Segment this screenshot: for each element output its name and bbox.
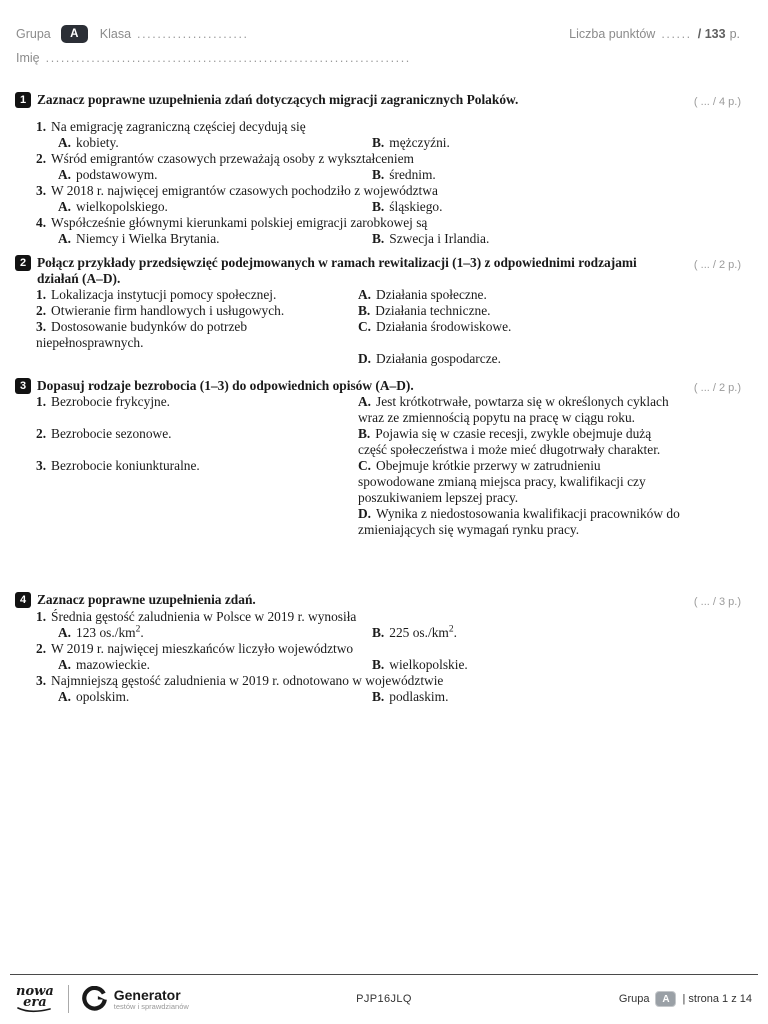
- q3-row-1: [36, 394, 741, 426]
- q4-options-3: [58, 689, 741, 705]
- points-label: Liczba punktów: [569, 26, 656, 41]
- points-suffix: p.: [729, 26, 740, 41]
- question-1-number-badge: 1: [15, 92, 31, 108]
- test-code: PJP16JLQ: [356, 993, 412, 1005]
- q4-2-option-a: A. mazowieckie.: [58, 657, 151, 672]
- q1-statement-4: 4. Współcześnie głównymi kierunkami polskiej emigracji zarobkowej są: [36, 215, 428, 230]
- grupa-badge: A: [61, 25, 88, 43]
- points-header: [569, 27, 740, 41]
- q1-4-option-a: A. Niemcy i Wielka Brytania.: [58, 231, 220, 246]
- q1-2-option-a: A. podstawowym.: [58, 167, 158, 182]
- question-2-points: ( ... / 2 p.): [693, 259, 741, 271]
- imie-fill-in-line: ........................................................................: [45, 50, 411, 65]
- q4-2-option-b: B. wielkopolskie.: [372, 657, 468, 672]
- question-3-title: Dopasuj rodzaje bezrobocia (1–3) do odpowiednich opisów (A–D).: [37, 378, 414, 393]
- q4-options-1: [58, 625, 741, 641]
- question-4: [15, 592, 741, 705]
- q4-statement-3: 3. Najmniejszą gęstość zaludnienia w 2019 r. odnotowano w województwie: [36, 673, 444, 688]
- q4-3-option-a: A. opolskim.: [58, 689, 130, 704]
- q3-desc-d: D. Wynika z niedostosowania kwalifikacji pracowników do zmieniających się wymagań rynku pracy.: [358, 506, 680, 537]
- q1-1-option-b: B. mężczyźni.: [372, 135, 450, 150]
- q1-statement-3: 3. W 2018 r. najwięcej emigrantów czasowych pochodziło z województwa: [36, 183, 438, 198]
- q3-term-2: 2. Bezrobocie sezonowe.: [36, 426, 172, 441]
- q3-desc-a: A. Jest krótkotrwałe, powtarza się w określonych cyklach wraz ze zmiennością popytu na pracę w ciągu roku.: [358, 394, 669, 425]
- q1-3-option-b: B. śląskiego.: [372, 199, 443, 214]
- q1-4-option-b: B. Szwecja i Irlandia.: [372, 231, 490, 246]
- q3-row-3: [36, 458, 741, 538]
- q2-item-3: 3. Dostosowanie budynków do potrzeb niepełnosprawnych.: [36, 319, 248, 350]
- question-2-title: Połącz przykłady przedsięwzięć podejmowanych w ramach rewitalizacji (1–3) z odpowiednimi rodzajami działań (A–D).: [37, 255, 637, 286]
- q1-options-1: [58, 135, 741, 151]
- page-header: [16, 24, 740, 67]
- points-total: / 133: [697, 26, 726, 41]
- q3-desc-b: B. Pojawia się w czasie recesji, zwykle obejmuje dużą część społeczeństwa i może mieć długotrwały charakter.: [358, 426, 661, 457]
- q4-3-option-b: B. podlaskim.: [372, 689, 449, 704]
- q1-2-option-b: B. średnim.: [372, 167, 436, 182]
- q2-right-column: [358, 287, 741, 367]
- imie-label: Imię: [16, 50, 40, 65]
- q1-options-4: [58, 231, 741, 247]
- q2-item-1: 1. Lokalizacja instytucji pomocy społecznej.: [36, 287, 277, 302]
- superscript-2: 2: [135, 624, 141, 635]
- q1-1-option-a: A. kobiety.: [58, 135, 119, 150]
- q2-option-d: D. Działania gospodarcze.: [358, 351, 501, 366]
- footer-divider: [10, 974, 758, 975]
- footer-page-number: | strona 1 z 14: [682, 993, 752, 1005]
- question-1-points: ( ... / 4 p.): [693, 96, 741, 108]
- question-4-points: ( ... / 3 p.): [693, 596, 741, 608]
- q1-options-3: [58, 199, 741, 215]
- klasa-label: Klasa: [99, 26, 132, 41]
- question-3-points: ( ... / 2 p.): [693, 382, 741, 394]
- question-2: [15, 255, 741, 367]
- question-4-number-badge: 4: [15, 592, 31, 608]
- q1-statement-2: 2. Wśród emigrantów czasowych przeważają osoby z wykształceniem: [36, 151, 414, 166]
- q2-option-b: B. Działania techniczne.: [358, 303, 491, 318]
- q4-statement-2: 2. W 2019 r. najwięcej mieszkańców liczyło województwo: [36, 641, 354, 656]
- q3-desc-c: C. Obejmuje krótkie przerwy w zatrudnieniu spowodowane zmianą miejsca pracy, kwalifikacji czy poszukiwaniem lepszej pracy.: [358, 458, 646, 505]
- q4-statement-1: 1. Średnia gęstość zaludnienia w Polsce w 2019 r. wynosiła: [36, 609, 357, 624]
- q3-row-2: [36, 426, 741, 458]
- q3-descriptions-2: [358, 426, 680, 458]
- footer-page-info: [619, 991, 752, 1007]
- question-1: [15, 92, 741, 247]
- footer-grupa-label: Grupa: [618, 993, 650, 1005]
- question-1-title: Zaznacz poprawne uzupełnienia zdań dotyczących migracji zagranicznych Polaków.: [37, 92, 519, 107]
- question-3-number-badge: 3: [15, 378, 31, 394]
- grupa-label: Grupa: [16, 26, 51, 41]
- superscript-2: 2: [448, 624, 454, 635]
- q1-statement-1: 1. Na emigrację zagraniczną częściej decydują się: [36, 119, 306, 134]
- generator-title: Generator: [113, 986, 181, 1003]
- q2-left-column: [36, 287, 336, 367]
- q3-descriptions-3: [358, 458, 680, 538]
- q2-option-c: C. Działania środowiskowe.: [358, 319, 512, 334]
- page-footer: [16, 980, 752, 1018]
- q3-descriptions-1: [358, 394, 680, 426]
- q2-item-2: 2. Otwieranie firm handlowych i usługowych.: [36, 303, 285, 318]
- points-fill-in-line: ......: [661, 26, 692, 41]
- question-4-title: Zaznacz poprawne uzupełnienia zdań.: [37, 592, 256, 607]
- q4-1-option-a: A. 123 $os./km^2$.: [58, 624, 144, 640]
- q3-term-1: 1. Bezrobocie frykcyjne.: [36, 394, 171, 409]
- question-3: [15, 378, 741, 538]
- q2-option-a: A. Działania społeczne.: [358, 287, 487, 302]
- q4-1-option-b: B. 225 $os./km^2$.: [372, 624, 457, 640]
- generator-subtitle: testów i sprawdzianów: [113, 1001, 189, 1011]
- klasa-fill-in-line: ......................: [137, 26, 249, 41]
- q4-options-2: [58, 657, 741, 673]
- q1-3-option-a: A. wielkopolskiego.: [58, 199, 168, 214]
- q3-term-3: 3. Bezrobocie koniunkturalne.: [36, 458, 200, 473]
- q1-options-2: [58, 167, 741, 183]
- footer-grupa-badge: A: [655, 991, 676, 1007]
- question-2-number-badge: 2: [15, 255, 31, 271]
- nowa-era-logo: nowa era: [16, 986, 54, 1013]
